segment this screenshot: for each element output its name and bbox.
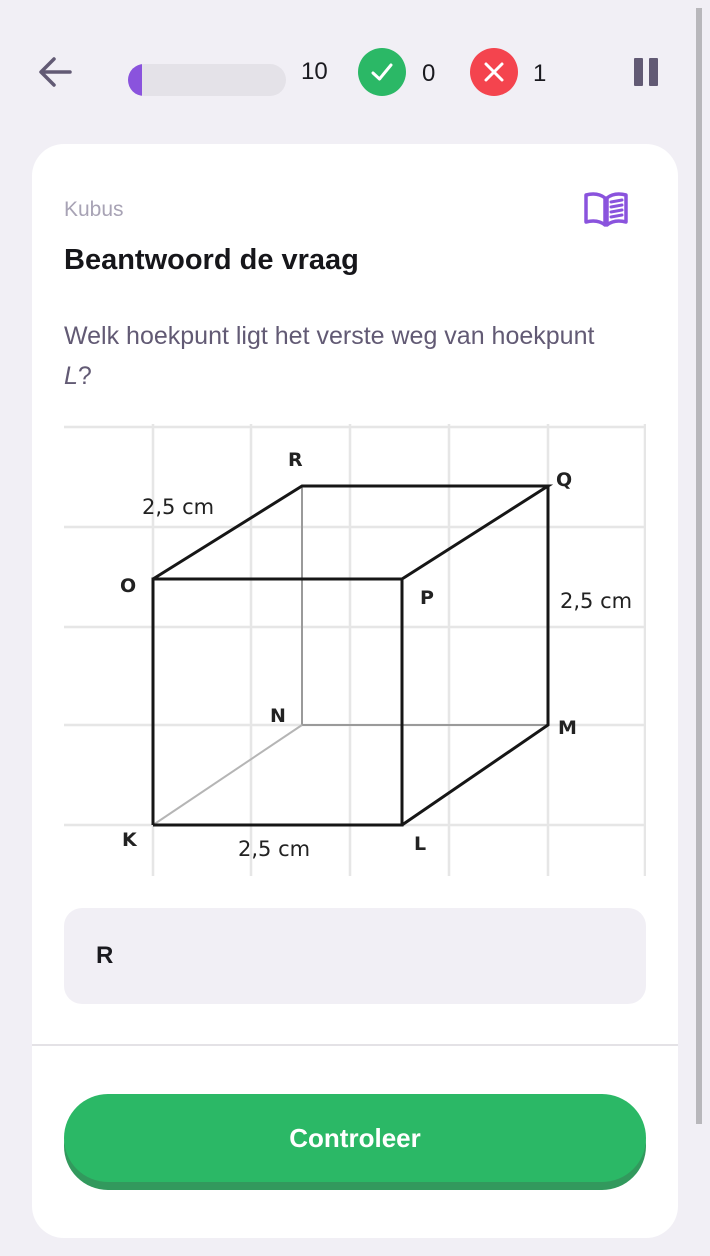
question-text — [64, 316, 624, 396]
topic-label: Kubus — [64, 198, 124, 221]
question-mark: ? — [77, 362, 92, 390]
open-book-icon — [582, 190, 630, 228]
pause-icon-bar — [649, 58, 658, 86]
edge-KN — [153, 725, 302, 825]
check-answer-button[interactable]: Controleer — [64, 1094, 646, 1182]
x-icon — [482, 60, 506, 84]
theory-book-button[interactable] — [582, 190, 630, 228]
wrong-count: 1 — [533, 60, 547, 87]
vertex-label-O: O — [120, 575, 137, 597]
correct-count: 0 — [422, 60, 436, 87]
progress-fill — [128, 64, 142, 96]
progress-bar — [128, 64, 286, 96]
vertex-label-Q: Q — [556, 469, 573, 491]
vertex-label-R: R — [288, 449, 303, 471]
arrow-left-icon — [36, 54, 76, 90]
vertex-label-L: L — [414, 833, 427, 855]
question-title: Beantwoord de vraag — [64, 244, 359, 276]
pause-button[interactable] — [628, 56, 664, 88]
question-variable: L — [64, 362, 78, 390]
footer-divider — [32, 1044, 678, 1046]
question-body: Welk hoekpunt ligt het verste weg van hoekpunt — [64, 322, 595, 350]
vertex-label-N: N — [270, 705, 286, 727]
vertex-label-P: P — [420, 587, 434, 609]
check-icon — [369, 59, 395, 85]
page-scrollbar[interactable] — [694, 0, 710, 1256]
total-questions-count: 10 — [301, 58, 328, 85]
wrong-badge — [470, 48, 518, 96]
edge-label-height: 2,5 cm — [560, 589, 633, 613]
back-button[interactable] — [36, 54, 76, 90]
question-card — [32, 144, 678, 1238]
vertex-label-M: M — [558, 717, 577, 739]
correct-badge — [358, 48, 406, 96]
edge-label-depth: 2,5 cm — [142, 495, 215, 519]
grid-lines — [64, 424, 646, 876]
scrollbar-thumb[interactable] — [696, 8, 702, 1124]
cube-diagram — [64, 424, 646, 876]
vertex-label-K: K — [122, 829, 137, 851]
top-bar — [0, 0, 690, 140]
edge-label-width: 2,5 cm — [238, 837, 311, 861]
answer-input[interactable] — [64, 908, 646, 1004]
pause-icon — [634, 58, 643, 86]
